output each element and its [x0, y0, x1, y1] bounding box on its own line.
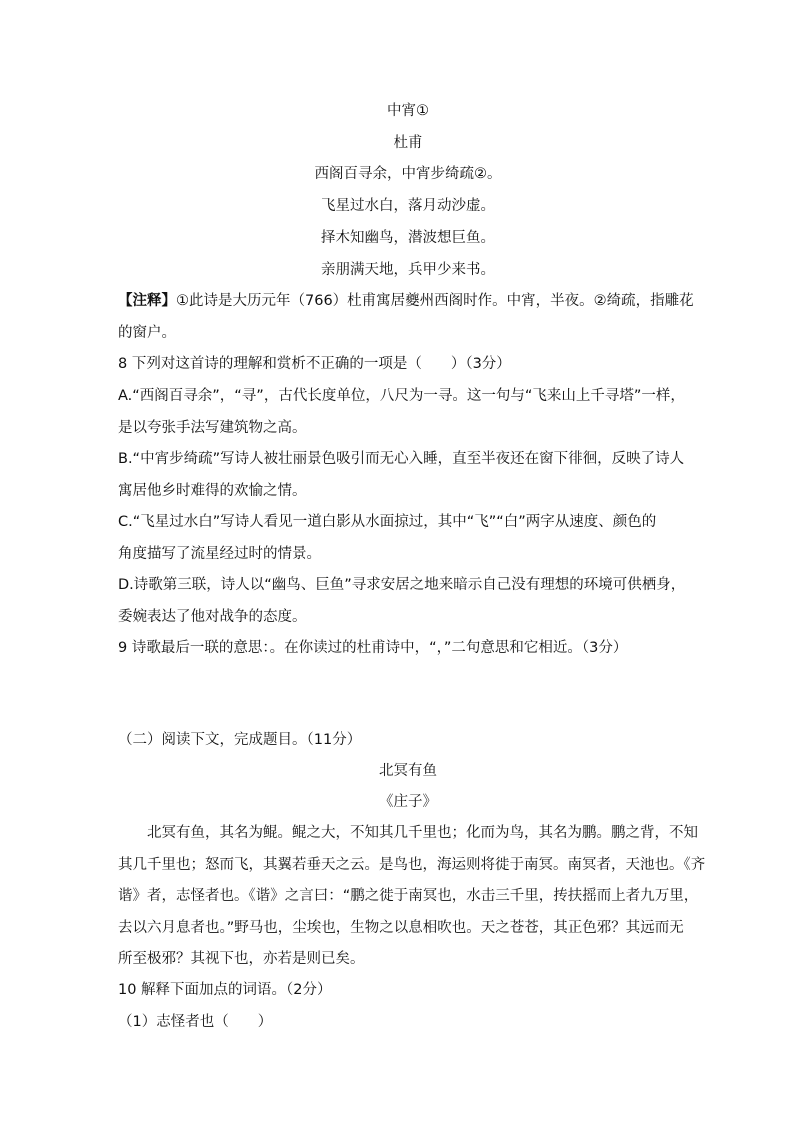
option-d-cont: 委婉表达了他对战争的态度。 [118, 609, 307, 625]
poem-line: 亲朋满天地，兵甲少来书。 [321, 262, 495, 278]
option-a-cont: 是以夸张手法写建筑物之高。 [118, 420, 307, 436]
question-8-stem: 8 下列对这首诗的理解和赏析不正确的一项是（ ）（3分） [118, 356, 511, 372]
note-label: 【注释】 [118, 293, 176, 309]
passage-line: 北冥有鱼，其名为鲲。鲲之大，不知其几千里也；化而为鸟，其名为鹏。鹏之背，不知 [118, 825, 698, 841]
option-c-cont: 角度描写了流星经过时的情景。 [118, 546, 321, 562]
question-9-stem: 9 诗歌最后一联的意思：。在你读过的杜甫诗中，“，”二句意思和它相近。（3分） [118, 640, 628, 656]
poem-line: 择木知幽鸟，潜波想巨鱼。 [321, 230, 495, 246]
option-d: D.诗歌第三联，诗人以“幽鸟、巨鱼”寻求安居之地来暗示自己没有理想的环境可供栖身， [118, 577, 686, 593]
section-2-heading: （二）阅读下文，完成题目。（11分） [118, 732, 362, 748]
option-b: B.“中宵步绮疏”写诗人被壮丽景色吸引而无心入睡，直至半夜还在窗下徘徊，反映了诗人 [118, 451, 685, 467]
poem-author: 杜甫 [393, 135, 423, 151]
note-text: ①此诗是大历元年（766）杜甫寓居夔州西阁时作。中宵，半夜。②绮疏，指雕花 [176, 293, 694, 309]
passage-line: 去以六月息者也。”野马也，尘埃也，生物之以息相吹也。天之苍苍，其正色邪？其远而无 [118, 920, 684, 936]
option-a: A.“西阁百寻余”，“寻”，古代长度单位，八尺为一寻。这一句与“飞来山上千寻塔”一样， [118, 388, 685, 404]
passage-line: 所至极邪？其视下也，亦若是则已矣。 [118, 951, 365, 967]
poem-line: 西阁百寻余，中宵步绮疏②。 [314, 166, 502, 182]
passage-line: 谐》者，志怪者也。《谐》之言曰：“鹏之徙于南冥也，水击三千里，抟扶摇而上者九万里， [118, 888, 699, 904]
question-10-stem: 10 解释下面加点的词语。（2分） [118, 982, 332, 998]
passage-source: 《庄子》 [379, 794, 437, 810]
poem-note-cont: 的窗户。 [118, 325, 176, 341]
passage-line: 其几千里也；怒而飞，其翼若垂天之云。是鸟也，海运则将徙于南冥。南冥者，天池也。《齐 [118, 857, 706, 873]
passage-title: 北冥有鱼 [379, 763, 437, 779]
option-c: C.“飞星过水白”写诗人看见一道白影从水面掠过，其中“飞”“白”两字从速度、颜色的 [118, 514, 657, 530]
question-10-item-1: （1）志怪者也（ ） [118, 1014, 273, 1030]
option-b-cont: 寓居他乡时难得的欢愉之情。 [118, 483, 307, 499]
poem-note [118, 291, 694, 311]
poem-line: 飞星过水白，落月动沙虚。 [321, 198, 495, 214]
poem-title: 中宵① [387, 103, 429, 119]
